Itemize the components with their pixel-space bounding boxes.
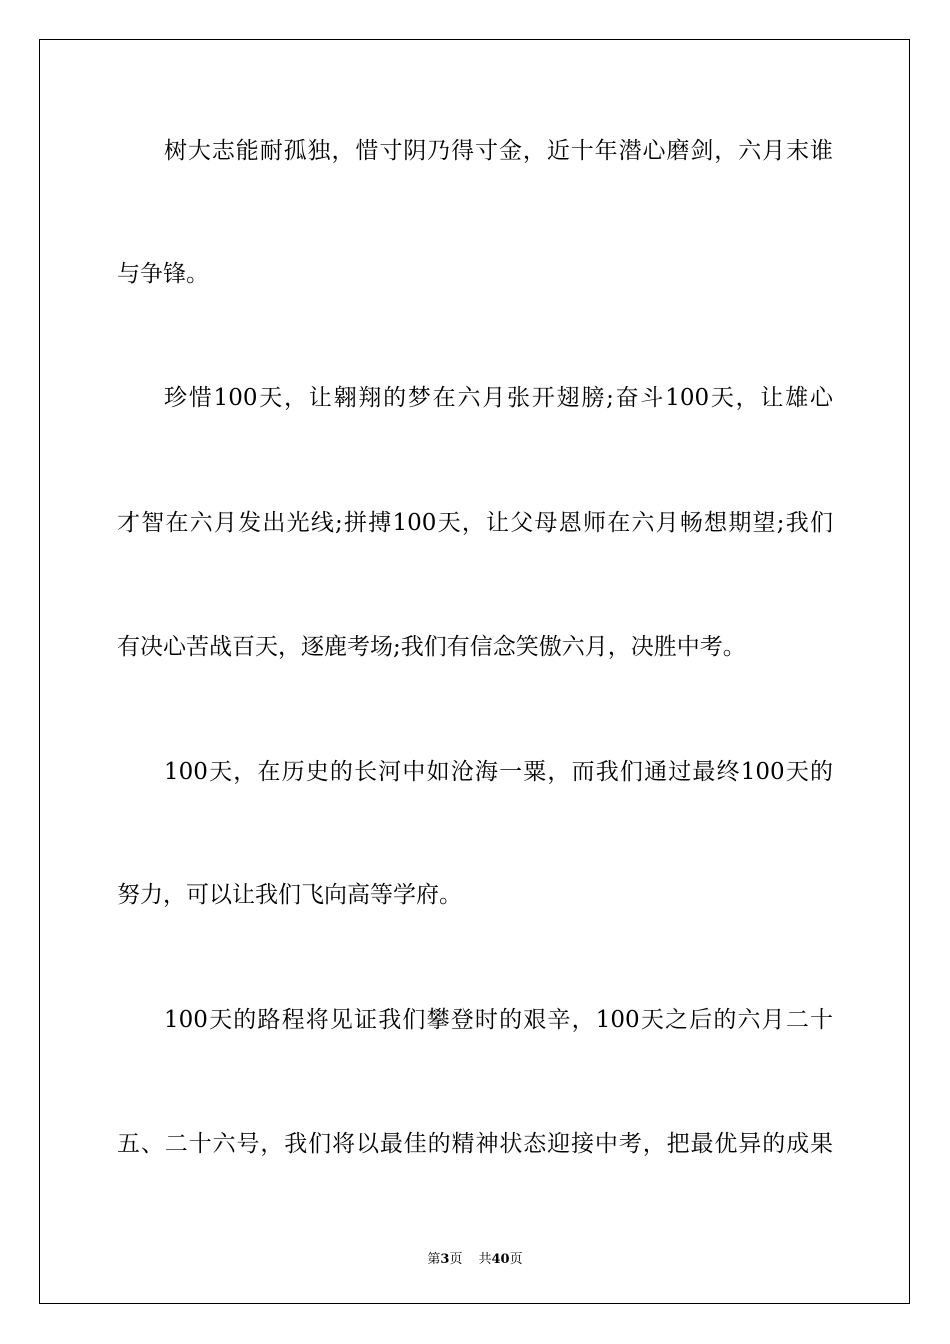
page-footer <box>0 1248 950 1267</box>
footer-total-suffix: 页 <box>509 1252 523 1267</box>
paragraph-1-line-2: 与争锋。 <box>117 261 209 287</box>
page-border <box>39 39 910 1304</box>
paragraph-2-line-3: 有决心苦战百天，逐鹿考场;我们有信念笑傲六月，决胜中考。 <box>117 634 746 660</box>
footer-page-prefix: 第 <box>427 1252 441 1267</box>
paragraph-1-line-1: 树大志能耐孤独，惜寸阴乃得寸金，近十年潜心磨剑，六月末谁 <box>164 138 833 164</box>
paragraph-3-line-2: 努力，可以让我们飞向高等学府。 <box>117 882 462 908</box>
paragraph-2-line-1: 珍惜100天，让翱翔的梦在六月张开翅膀;奋斗100天，让雄心 <box>164 385 833 411</box>
paragraph-2-line-2: 才智在六月发出光线;拼搏100天，让父母恩师在六月畅想期望;我们 <box>117 510 833 536</box>
footer-total-prefix: 共 <box>478 1252 492 1267</box>
footer-page-number: 3 <box>440 1252 450 1267</box>
paragraph-4-line-1: 100天的路程将见证我们攀登时的艰辛，100天之后的六月二十 <box>164 1007 833 1033</box>
footer-total-pages: 40 <box>491 1252 510 1267</box>
footer-page-suffix: 页 <box>449 1252 463 1267</box>
paragraph-4-line-2: 五、二十六号，我们将以最佳的精神状态迎接中考，把最优异的成果 <box>117 1131 833 1157</box>
paragraph-3-line-1: 100天，在历史的长河中如沧海一粟，而我们通过最终100天的 <box>164 759 833 785</box>
